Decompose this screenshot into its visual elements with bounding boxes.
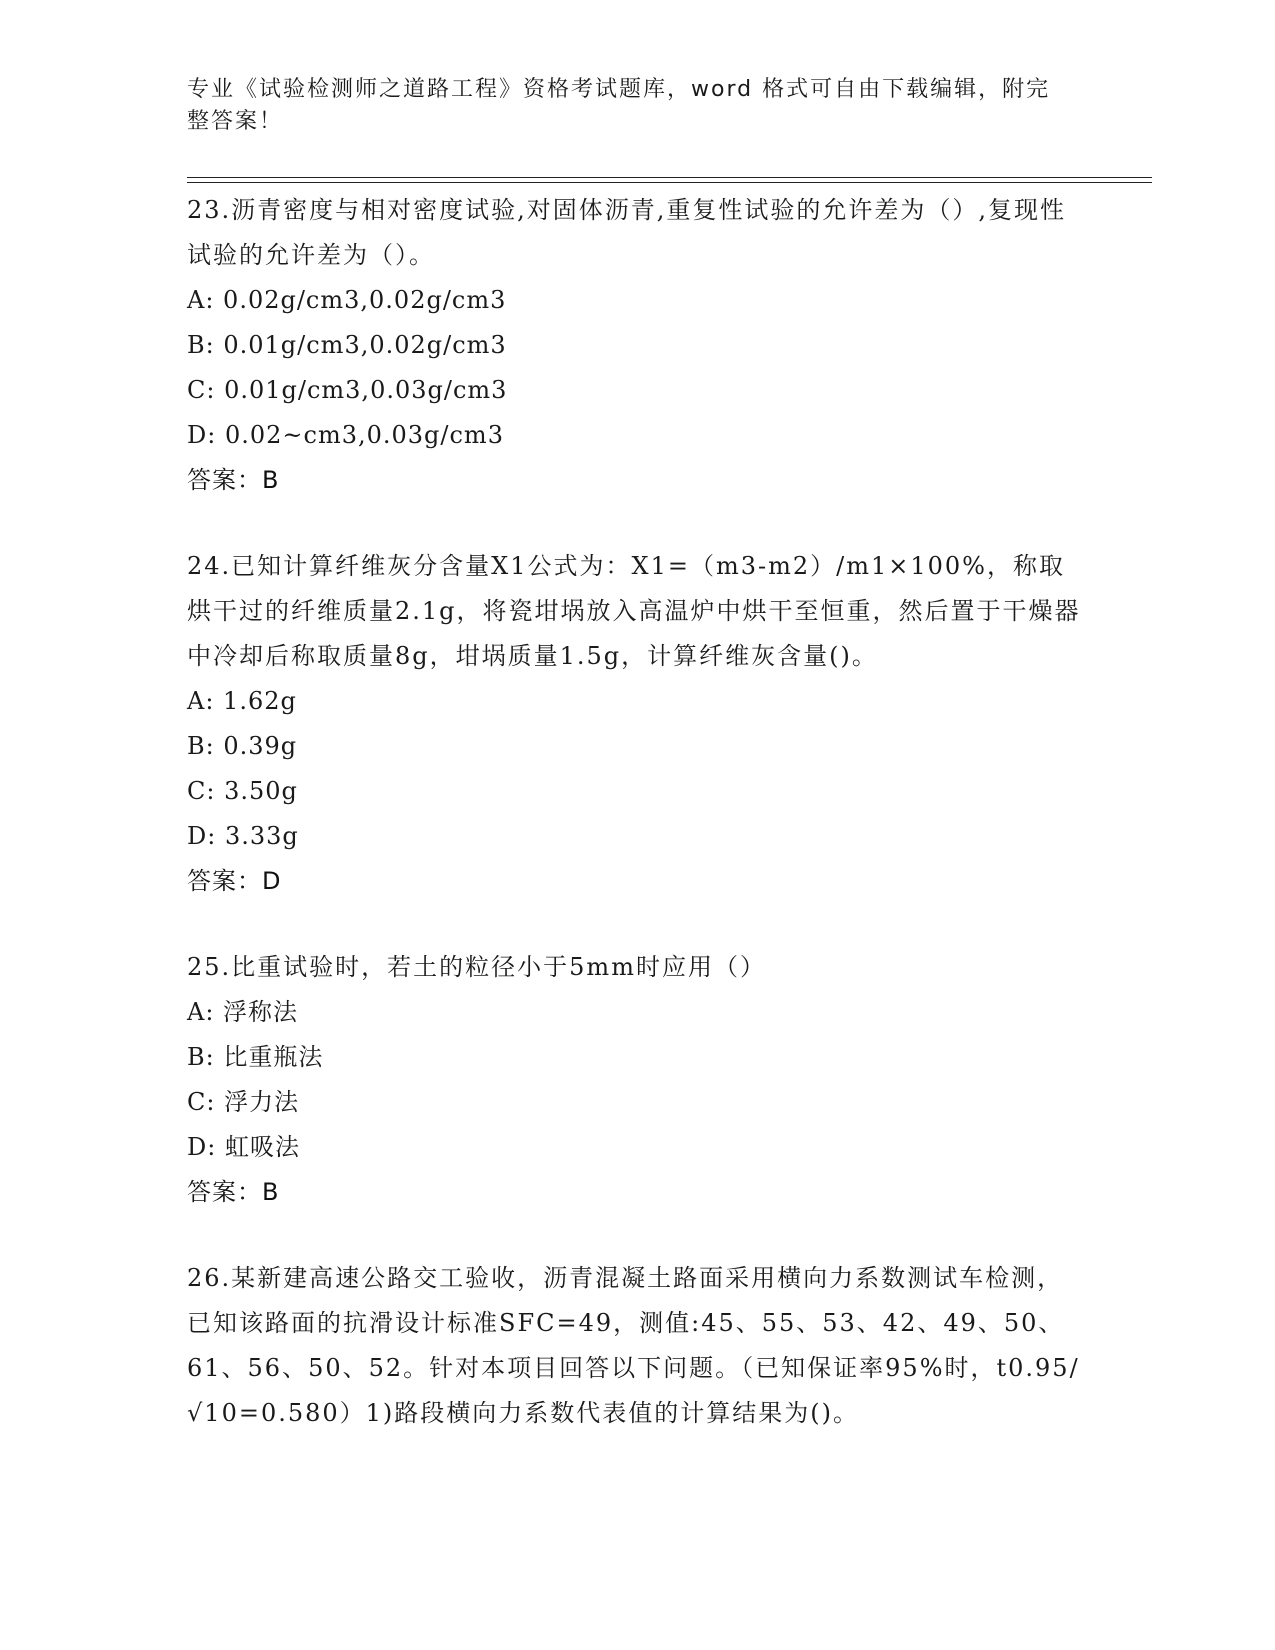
option-d: D: 虹吸法 bbox=[187, 1133, 300, 1161]
option-d: D: 0.02~cm3,0.03g/cm3 bbox=[187, 421, 504, 449]
question-25 bbox=[187, 945, 1087, 1214]
question-23 bbox=[187, 188, 1087, 502]
page-header: 专业《试验检测师之道路工程》资格考试题库，word 格式可自由下载编辑，附完整答案！ bbox=[187, 77, 1051, 134]
option-a: A: 浮称法 bbox=[187, 998, 299, 1026]
option-c: C: 浮力法 bbox=[187, 1088, 300, 1116]
answer: 答案：B bbox=[187, 466, 280, 494]
header-divider-top bbox=[187, 177, 1152, 178]
option-b: B: 0.01g/cm3,0.02g/cm3 bbox=[187, 331, 507, 359]
option-b: B: 比重瓶法 bbox=[187, 1043, 324, 1071]
option-b: B: 0.39g bbox=[187, 732, 298, 760]
answer: 答案：B bbox=[187, 1178, 280, 1206]
option-c: C: 0.01g/cm3,0.03g/cm3 bbox=[187, 376, 508, 404]
answer: 答案：D bbox=[187, 867, 282, 895]
question-26 bbox=[187, 1256, 1087, 1436]
option-a: A: 0.02g/cm3,0.02g/cm3 bbox=[187, 286, 507, 314]
question-stem: 26.某新建高速公路交工验收，沥青混凝土路面采用横向力系数测试车检测，已知该路面的抗滑设计标准SFC=49，测值:45、55、53、42、49、50、61、56、50、52。针对本项目回答以下问题。（已知保证率95%时，t0.95/√10=0.580）1)路段横向力系数代表值的计算结果为()。 bbox=[187, 1264, 1080, 1427]
option-d: D: 3.33g bbox=[187, 822, 299, 850]
question-stem: 23.沥青密度与相对密度试验,对固体沥青,重复性试验的允许差为（）,复现性试验的允许差为（）。 bbox=[187, 196, 1067, 269]
option-a: A: 1.62g bbox=[187, 687, 297, 715]
option-c: C: 3.50g bbox=[187, 777, 298, 805]
question-list bbox=[187, 188, 1087, 1478]
question-24 bbox=[187, 544, 1087, 903]
question-stem: 24.已知计算纤维灰分含量X1公式为：X1=（m3-m2）/m1×100%，称取烘干过的纤维质量2.1g，将瓷坩埚放入高温炉中烘干至恒重，然后置于干燥器中冷却后称取质量8g，坩埚质量1.5g，计算纤维灰含量()。 bbox=[187, 552, 1081, 670]
header-divider-bottom bbox=[187, 182, 1152, 183]
question-stem: 25.比重试验时，若土的粒径小于5mm时应用（） bbox=[187, 953, 766, 981]
